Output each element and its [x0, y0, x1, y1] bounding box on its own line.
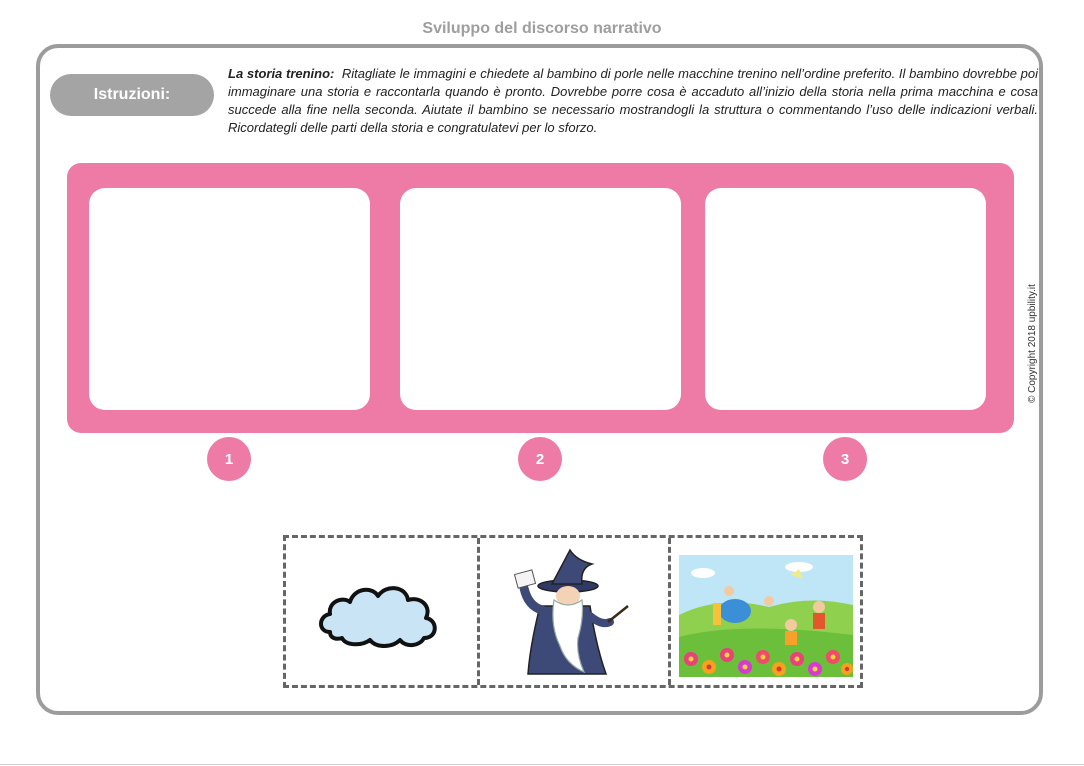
wizard-icon	[510, 546, 630, 681]
cutout-card-meadow[interactable]	[668, 538, 859, 685]
train-car-2[interactable]	[400, 188, 681, 410]
cloud-icon	[316, 576, 446, 656]
car-number-2: 2	[518, 437, 562, 481]
page-title: Sviluppo del discorso narrativo	[422, 20, 662, 37]
cutout-cards	[283, 535, 863, 688]
cutout-card-cloud[interactable]	[286, 538, 477, 685]
train-car-3[interactable]	[705, 188, 986, 410]
instructions-body: Ritagliate le immagini e chiedete al bambino di porle nelle macchine trenino nell’ordine preferito. Il bambino dovrebbe poi immaginare una storia e raccontarla quando è pronto. Dovrebbe porre cosa è accaduto all’inizio della storia nella prima macchina e cosa succede alla fine nella seconda. Aiutate il bambino se necessario mostrandogli la struttura o commentando l’uso delle indicazioni verbali. Ricordategli delle parti della storia e congratulatevi per lo sforzo.	[228, 66, 1038, 135]
cutout-card-wizard[interactable]	[477, 538, 668, 685]
children-meadow-picture	[679, 555, 853, 677]
train-car-1[interactable]	[89, 188, 370, 410]
instructions-badge: Istruzioni:	[50, 74, 214, 116]
train-strip	[67, 163, 1014, 433]
car-number-3: 3	[823, 437, 867, 481]
instructions-heading: La storia trenino:	[228, 66, 335, 81]
copyright-note: © Copyright 2018 upbility.it	[1027, 284, 1038, 403]
page-bottom-divider	[0, 764, 1084, 765]
instructions-text	[228, 65, 1038, 137]
car-number-1: 1	[207, 437, 251, 481]
